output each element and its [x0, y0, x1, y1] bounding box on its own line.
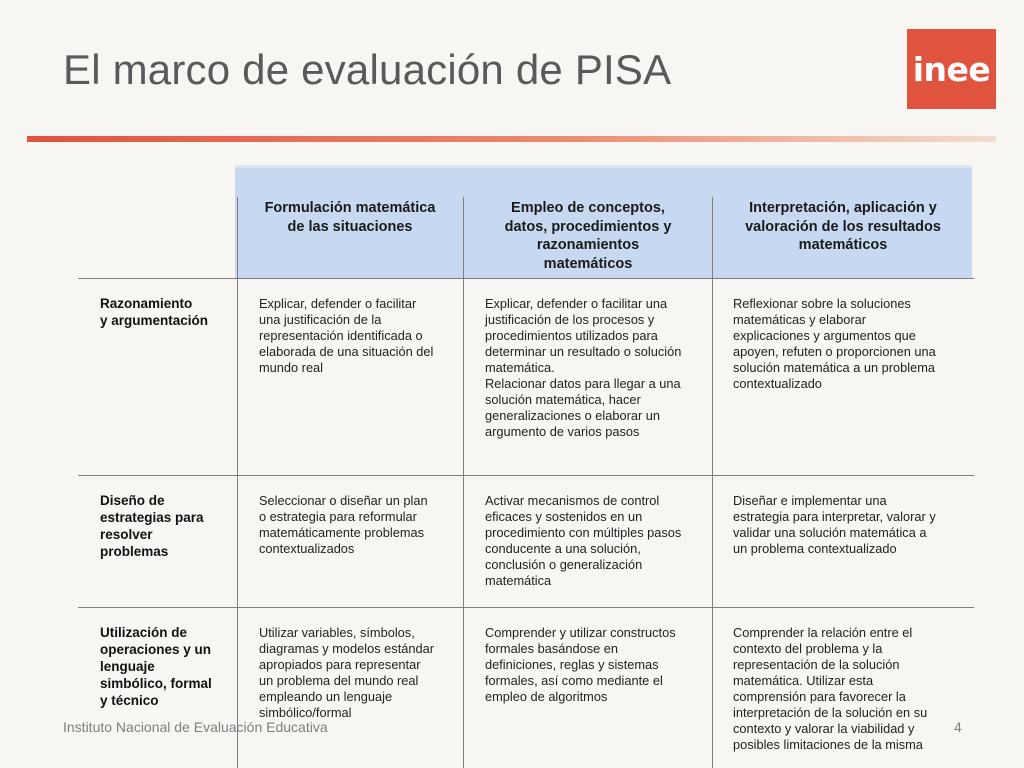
- table-cell: Utilizar variables, símbolos, diagramas y modelos estándar apropiados para representar un problema del mundo real empleando un lenguaje simbólico/formal: [259, 625, 434, 720]
- title-divider: [27, 136, 996, 142]
- table-cell: Seleccionar o diseñar un plan o estrategia para reformular matemáticamente problemas contextualizados: [259, 493, 428, 556]
- table-cell: Activar mecanismos de control eficaces y sostenidos en un procedimiento con múltiples pasos conducente a una solución, conclusión o generalización matemática: [485, 493, 682, 588]
- pisa-framework-table: [78, 165, 974, 768]
- row-header-diseno: Diseño de estrategias para resolver problemas: [100, 493, 204, 559]
- table-cell: Reflexionar sobre la soluciones matemáticas y elaborar explicaciones y argumentos que apoyen, refuten o proporcionen una solución matemática a un problema contextualizado: [733, 296, 936, 391]
- slide-title: El marco de evaluación de PISA: [63, 46, 672, 93]
- table-cell: Explicar, defender o facilitar una justificación de los procesos y procedimientos utilizados para determinar un resultado o solución matemática. Relacionar datos para llegar a una solución matemática, hacer generalizaciones o elaborar un argumento de varios pasos: [485, 296, 682, 439]
- col-divider-2: [463, 197, 464, 768]
- page-number: 4: [954, 719, 962, 735]
- column-header-empleo: Empleo de conceptos, datos, procedimientos y razonamientos matemáticos: [504, 200, 672, 272]
- table-cell: Comprender y utilizar constructos formales basándose en definiciones, reglas y sistemas formales, así como mediante el empleo de algoritmos: [485, 625, 676, 704]
- col-divider-1: [237, 197, 238, 768]
- row-divider-2: [78, 607, 974, 608]
- table-cell: Explicar, defender o facilitar una justificación de la representación identificada o elaborada de una situación del mundo real: [259, 296, 434, 375]
- table-cell: Comprender la relación entre el contexto del problema y la representación de la solución matemática. Utilizar esta comprensión para favorecer la interpretación de la solución en su contexto y valorar la viabilidad y posibles limitaciones de la misma: [733, 625, 928, 752]
- col-divider-3: [712, 197, 713, 768]
- row-header-razonamiento: Razonamiento y argumentación: [100, 296, 209, 328]
- logo-text: inee: [912, 49, 991, 89]
- row-divider-header: [78, 278, 974, 279]
- footer-institution: Instituto Nacional de Evaluación Educativa: [63, 719, 328, 735]
- table-cell: Diseñar e implementar una estrategia para interpretar, valorar y validar una solución matemática a un problema contextualizado: [733, 493, 936, 556]
- inee-logo: [907, 29, 996, 109]
- column-header-interpretacion: Interpretación, aplicación y valoración de los resultados matemáticos: [745, 200, 941, 253]
- column-header-formulacion: Formulación matemática de las situaciones: [264, 200, 436, 235]
- row-header-utilizacion: Utilización de operaciones y un lenguaje simbólico, formal y técnico: [100, 625, 212, 708]
- row-divider-1: [78, 475, 974, 476]
